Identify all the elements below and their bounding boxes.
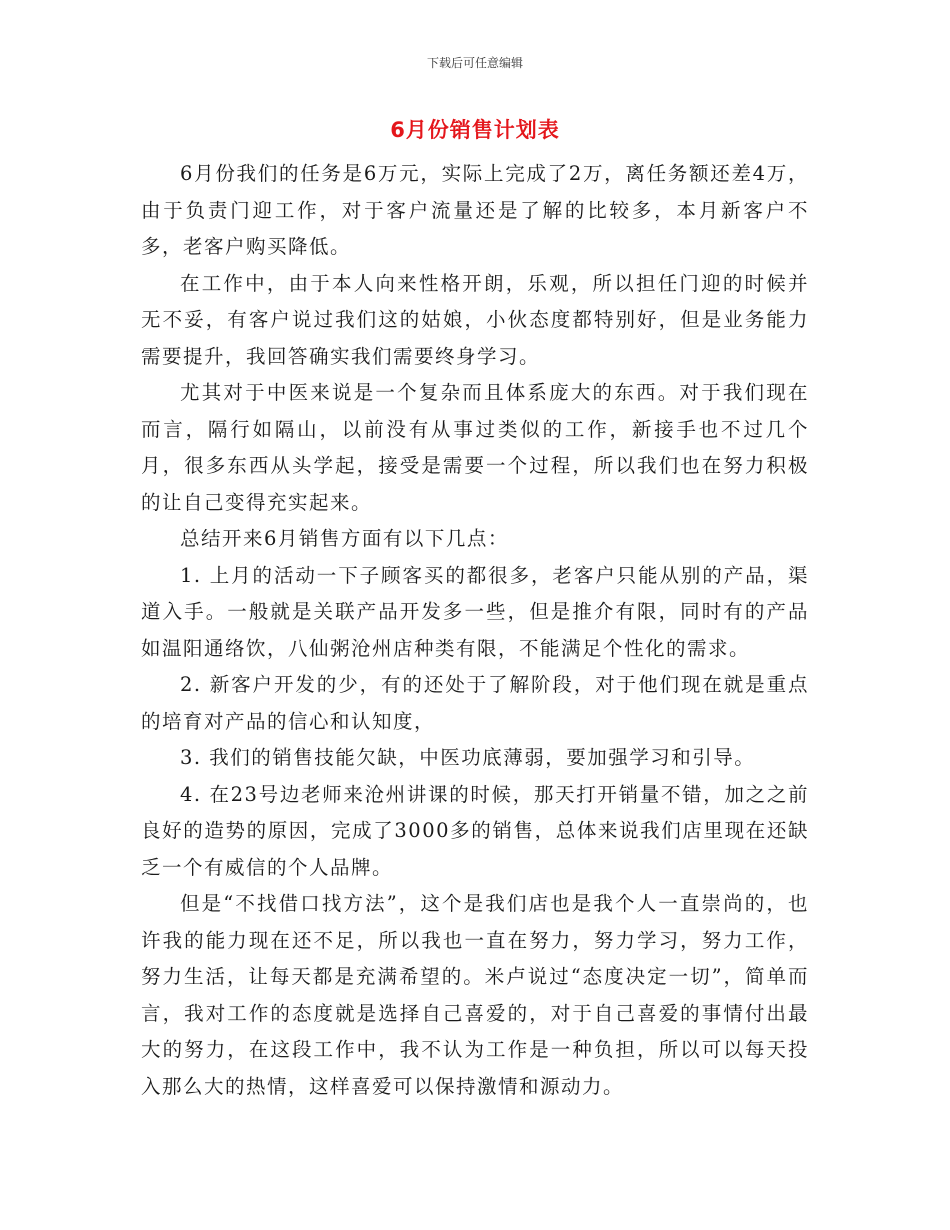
document-title: 6月份销售计划表 <box>390 118 560 142</box>
paragraph-conclusion: 但是“不找借口找方法”，这个是我们店也是我个人一直崇尚的，也许我的能力现在还不足，所以我也一直在努力，努力学习，努力工作，努力生活，让每天都是充满希望的。米卢说过“态度决定一切”，简单而言，我对工作的态度就是选择自己喜爱的，对于自己喜爱的事情付出最大的努力，在这段工作中，我不认为工作是一种负担，所以可以每天投入那么大的热情，这样喜爱可以保持激情和源动力。 <box>141 892 809 1098</box>
list-item-1: 1. 上月的活动一下子顾客买的都很多，老客户只能从别的产品，渠道入手。一般就是关联产品开发多一些，但是推介有限，同时有的产品如温阳通络饮，八仙粥沧州店种类有限，不能满足个性化的需求。 <box>141 563 809 660</box>
document-body <box>141 156 809 1105</box>
header-note: 下载后可任意编辑 <box>426 56 523 70</box>
paragraph-1: 6月份我们的任务是6万元，实际上完成了2万，离任务额还差4万，由于负责门迎工作，对于客户流量还是了解的比较多，本月新客户不多，老客户购买降低。 <box>141 162 809 258</box>
list-item-2: 2. 新客户开发的少，有的还处于了解阶段，对于他们现在就是重点的培育对产品的信心和认知度， <box>141 673 809 733</box>
paragraph-2: 在工作中，由于本人向来性格开朗，乐观，所以担任门迎的时候并无不妥，有客户说过我们这的姑娘，小伙态度都特别好，但是业务能力需要提升，我回答确实我们需要终身学习。 <box>141 271 809 368</box>
list-item-4: 4. 在23号边老师来沧州讲课的时候，那天打开销量不错，加之之前良好的造势的原因，完成了3000多的销售，总体来说我们店里现在还缺乏一个有威信的个人品牌。 <box>141 782 809 879</box>
paragraph-3: 尤其对于中医来说是一个复杂而且体系庞大的东西。对于我们现在而言，隔行如隔山，以前没有从事过类似的工作，新接手也不过几个月，很多东西从头学起，接受是需要一个过程，所以我们也在努力积极的让自己变得充实起来。 <box>141 381 809 514</box>
list-item-3: 3. 我们的销售技能欠缺，中医功底薄弱，要加强学习和引导。 <box>180 746 756 769</box>
paragraph-summary-intro: 总结开来6月销售方面有以下几点： <box>180 527 509 550</box>
